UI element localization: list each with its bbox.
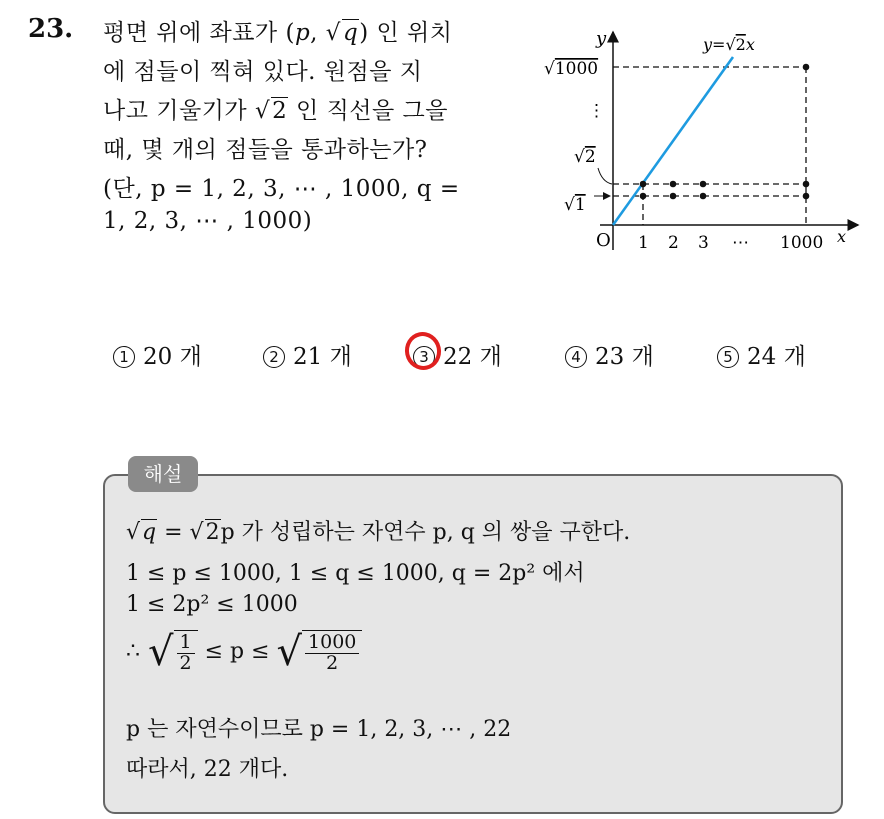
question-line-6: 1, 2, 3, ⋯ , 1000) <box>103 208 313 234</box>
sqrt-fraction-1: √ $\frac{1}{2}$ <box>148 630 198 674</box>
y-tick-sqrt2: √2 <box>574 147 596 167</box>
point <box>700 193 707 200</box>
line-y-sqrt2x <box>613 57 733 225</box>
choice-4[interactable] <box>565 338 654 371</box>
choice-number-icon: 5 <box>717 346 739 368</box>
numerator: 1000 <box>305 633 359 654</box>
choice-2[interactable] <box>263 338 352 371</box>
question-line-2: 에 점들이 찍혀 있다. 원점을 지 <box>103 59 423 85</box>
choice-text: 22 개 <box>443 344 502 370</box>
solution-line-2: 1 ≤ p ≤ 1000, 1 ≤ q ≤ 1000, q = 2p² 에서 <box>126 561 585 586</box>
point <box>670 181 677 188</box>
x-tick-dots: ⋯ <box>732 233 749 253</box>
line-label: y=√2x <box>703 35 755 54</box>
inequality: ≤ p ≤ <box>197 639 277 665</box>
y-tick-sqrt1000: √1000 <box>544 59 599 79</box>
question-number: 23. <box>28 14 74 44</box>
solution-line-6: 따라서, 22 개다. <box>126 757 289 782</box>
point <box>640 193 647 200</box>
choice-text: 20 개 <box>143 344 202 370</box>
y-axis-label: y <box>596 28 607 49</box>
x-tick-1: 1 <box>638 233 649 253</box>
y-tick-sqrt1: √1 <box>564 195 586 215</box>
denominator: 2 <box>179 651 192 674</box>
question-text: 평면 위에 좌표가 ( <box>103 20 295 46</box>
question-text: ) 인 위치 <box>359 20 453 46</box>
equals: = <box>157 520 190 545</box>
question-line-3 <box>103 92 448 125</box>
sqrt-fraction-2: √ $\frac{1000}{2}$ <box>277 630 363 674</box>
radicand-2: 2 <box>272 98 288 124</box>
solution-line-4 <box>126 630 362 674</box>
solution-line-5: p 는 자연수이므로 p = 1, 2, 3, ⋯ , 22 <box>126 717 512 742</box>
question-text: 인 직선을 그을 <box>288 98 448 124</box>
choice-text: 23 개 <box>595 344 654 370</box>
choice-5[interactable] <box>717 338 806 371</box>
x-tick-3: 3 <box>698 233 709 253</box>
solution-line-1 <box>126 515 630 546</box>
pointer-arrow <box>598 168 612 184</box>
lattice-points <box>640 64 810 200</box>
choice-1[interactable] <box>113 338 202 371</box>
x-tick-2: 2 <box>668 233 679 253</box>
choice-text: 24 개 <box>747 344 806 370</box>
sqrt-sign: √ <box>189 520 204 545</box>
radicand-q: q <box>342 20 359 46</box>
x-tick-1000: 1000 <box>780 233 824 253</box>
numerator: 1 <box>177 633 195 654</box>
denominator: 2 <box>326 651 339 674</box>
point <box>700 181 707 188</box>
choice-text: 21 개 <box>293 344 352 370</box>
radicand-2: 2 <box>205 520 220 545</box>
sqrt-sign: √ <box>254 98 271 124</box>
choice-number-icon: 1 <box>113 346 135 368</box>
question-line-5: (단, p = 1, 2, 3, ⋯ , 1000, q = <box>103 176 460 202</box>
point <box>803 64 810 71</box>
choice-number-icon: 2 <box>263 346 285 368</box>
solution-line-3: 1 ≤ 2p² ≤ 1000 <box>126 592 298 617</box>
therefore-symbol: ∴ <box>126 639 140 665</box>
y-tick-dots: ⋮ <box>588 101 605 121</box>
solution-tag: 해설 <box>128 456 198 492</box>
choice-number-icon: 3 <box>413 346 435 368</box>
question-text: 나고 기울기가 <box>103 98 255 124</box>
radicand-q: q <box>142 520 157 545</box>
point <box>640 181 647 188</box>
solution-text: p 가 성립하는 자연수 p, q 의 쌍을 구한다. <box>220 520 631 545</box>
sqrt-sign: √ <box>126 520 141 545</box>
question-line-4: 때, 몇 개의 점들을 통과하는가? <box>103 137 428 163</box>
choice-number-icon: 4 <box>565 346 587 368</box>
point <box>803 193 810 200</box>
var-p: p <box>294 20 311 46</box>
x-axis-label: x <box>837 227 847 246</box>
origin-label: O <box>596 230 611 251</box>
sqrt-sign: √ <box>325 20 341 46</box>
point <box>670 193 677 200</box>
coordinate-graph <box>540 20 870 260</box>
point <box>803 181 810 188</box>
question-line-1 <box>103 14 452 47</box>
comma: , <box>310 20 326 46</box>
